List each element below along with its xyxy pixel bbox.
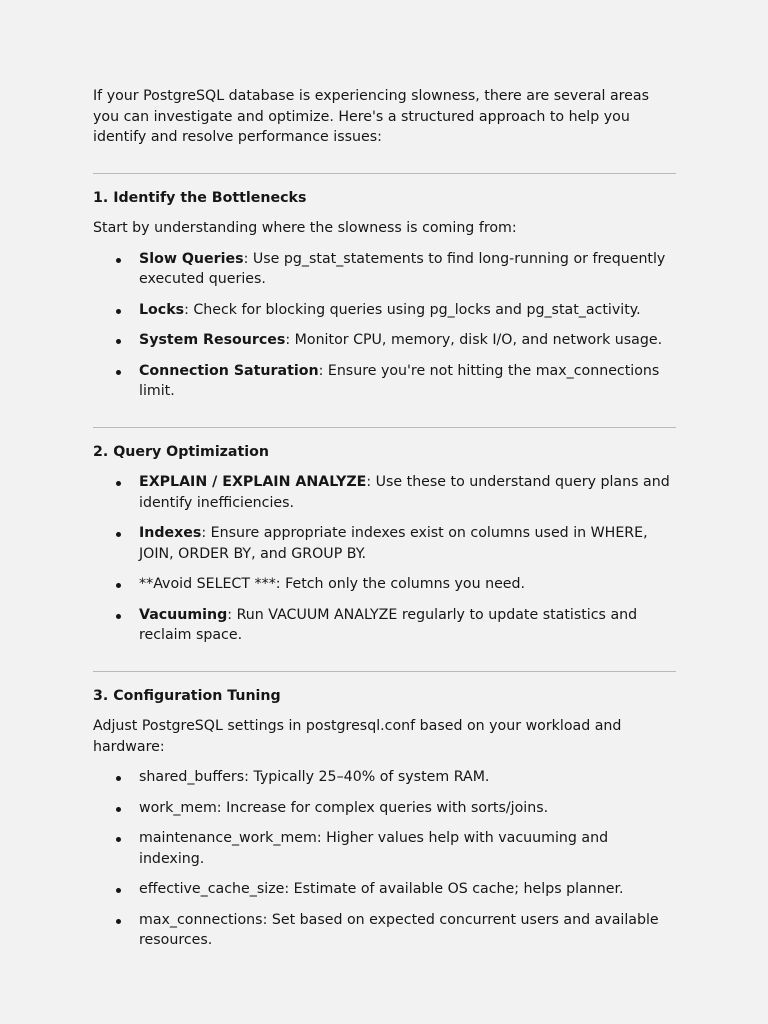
section-heading: 3. Configuration Tuning [93, 687, 281, 704]
section-heading: 1. Identify the Bottlenecks [93, 189, 307, 206]
bullet-icon [116, 309, 121, 314]
item-text: work_mem: Increase for complex queries with sorts/joins. [139, 799, 549, 816]
bullet-icon [116, 583, 121, 588]
bullet-icon [116, 614, 121, 619]
item-text: : Use these to understand query plans and identify inefficiencies. [139, 474, 670, 511]
list-item [93, 472, 676, 513]
bullet-icon [116, 837, 121, 842]
item-text: : Monitor CPU, memory, disk I/O, and network usage. [285, 332, 663, 348]
list-item [93, 828, 676, 869]
bullet-list [93, 472, 676, 646]
list-item [93, 249, 676, 290]
list-item [93, 910, 676, 951]
section-lead: Adjust PostgreSQL settings in postgresql.conf based on your workload and hardware: [93, 718, 622, 755]
section-divider [93, 173, 676, 174]
list-item [93, 361, 676, 402]
item-term: Locks [139, 301, 185, 318]
item-term: System Resources [139, 332, 286, 348]
item-text: : Use pg_stat_statements to find long-running or frequently executed queries. [139, 250, 666, 287]
item-text: : Ensure you're not hitting the max_connections limit. [139, 362, 660, 399]
item-text: max_connections: Set based on expected concurrent users and available resources. [139, 911, 659, 948]
item-term: Indexes [139, 525, 202, 541]
section-divider [93, 671, 676, 672]
intro-paragraph: If your PostgreSQL database is experiencing slowness, there are several areas you can investigate and optimize. Here's a structured approach to help you identify and resolve performance issues: [93, 88, 649, 145]
item-term: Slow Queries [139, 250, 244, 267]
bullet-icon [116, 919, 121, 924]
item-text: shared_buffers: Typically 25–40% of system RAM. [139, 769, 490, 785]
item-text: : Ensure appropriate indexes exist on columns used in WHERE, JOIN, ORDER BY, and GROUP BY. [139, 525, 648, 562]
item-text: maintenance_work_mem: Higher values help with vacuuming and indexing. [139, 830, 609, 867]
item-text: **Avoid SELECT ***: Fetch only the columns you need. [139, 576, 526, 592]
section-lead: Start by understanding where the slowness is coming from: [93, 220, 517, 236]
bullet-icon [116, 776, 121, 781]
bullet-icon [116, 258, 121, 263]
list-item [93, 574, 676, 595]
item-text: : Check for blocking queries using pg_locks and pg_stat_activity. [184, 301, 641, 318]
bullet-icon [116, 481, 121, 486]
section-heading: 2. Query Optimization [93, 443, 269, 460]
bullet-icon [116, 532, 121, 537]
section-divider [93, 427, 676, 428]
bullet-list [93, 249, 676, 402]
list-item [93, 330, 676, 351]
list-item [93, 523, 676, 564]
bullet-list [93, 767, 676, 951]
bullet-icon [116, 370, 121, 375]
item-text: effective_cache_size: Estimate of available OS cache; helps planner. [139, 881, 624, 897]
list-item [93, 767, 676, 788]
item-term: Vacuuming [139, 606, 228, 623]
list-item [93, 798, 676, 819]
list-item [93, 605, 676, 646]
item-text: : Run VACUUM ANALYZE regularly to update statistics and reclaim space. [139, 606, 638, 643]
bullet-icon [116, 807, 121, 812]
bullet-icon [116, 888, 121, 893]
item-term: EXPLAIN / EXPLAIN ANALYZE [139, 474, 367, 490]
bullet-icon [116, 339, 121, 344]
list-item [93, 879, 676, 900]
item-term: Connection Saturation [139, 362, 319, 379]
list-item [93, 300, 676, 321]
